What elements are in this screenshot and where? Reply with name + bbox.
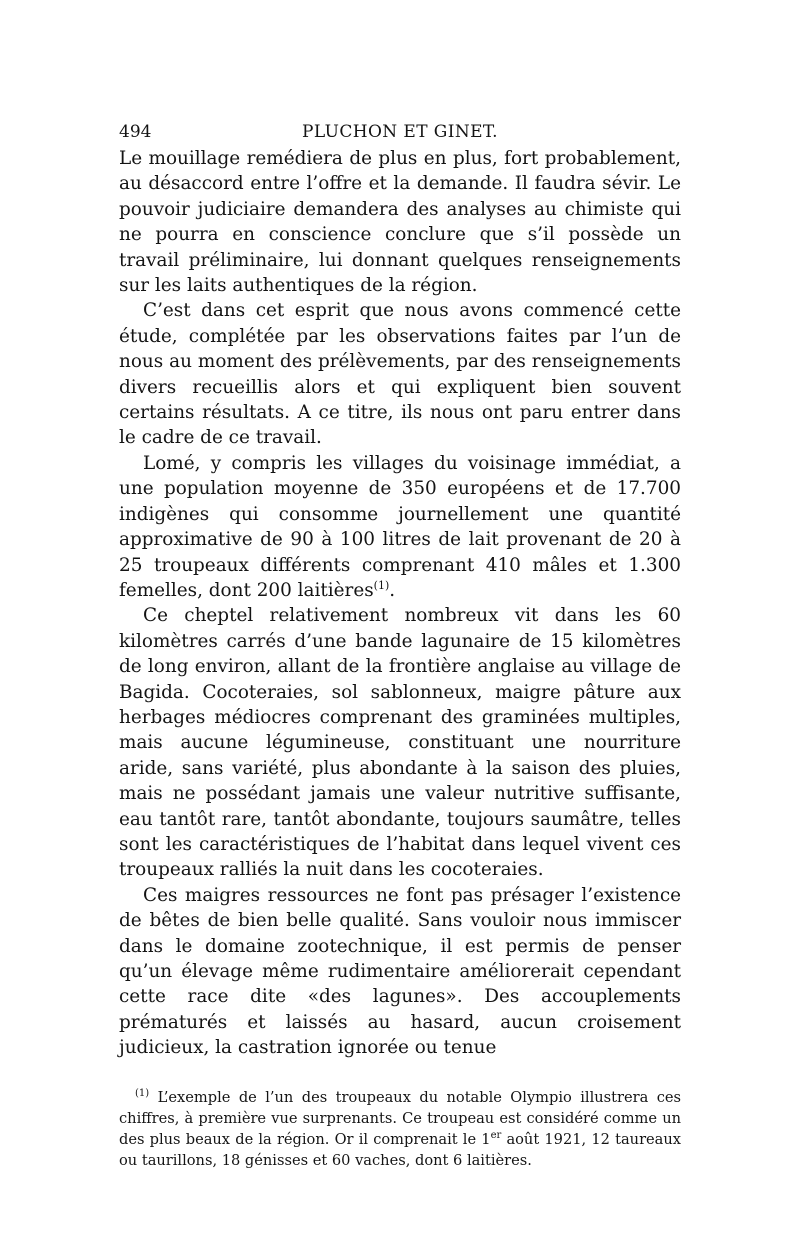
footnote-mark: (1)	[135, 1087, 150, 1099]
footnote-text-start: L’exemple de l’un des troupeaux du notable Olympio illustrera ces chiffres, à première vue surprenants. Ce troupeau est considéré comme un des plus beaux de la région. Or il comprenait le 1	[119, 1088, 681, 1148]
paragraph-5-text: Ces maigres ressources ne font pas présager l’existence de bêtes de bien belle qualité. Sans vouloir nous immiscer dans le domaine zootechnique, il est permis de penser qu’un élevage même rudimentaire améliorerait cependant cette race dite «des lagunes». Des accouplements prématurés et laissés au hasard, aucun croisement judicieux, la castration ignorée ou tenue	[119, 884, 681, 1059]
paragraph-4-text: Ce cheptel relativement nombreux vit dans les 60 kilomètres carrés d’une bande lagunaire de 15 kilomètres de long environ, allant de la frontière anglaise au village de Bagida. Cocoteraies, sol sablonneux, maigre pâture aux herbages médiocres comprenant des graminées multiples, mais aucune légumineuse, constituant une nourriture aride, sans variété, plus abondante à la saison des pluies, mais ne possédant jamais une valeur nutritive suffisante, eau tantôt rare, tantôt abondante, toujours saumâtre, telles sont les caractéristiques de l’habitat dans lequel vivent ces troupeaux ralliés la nuit dans les cocoteraies.	[119, 605, 681, 881]
book-page	[119, 118, 681, 1171]
running-title: PLUCHON ET GINET.	[302, 122, 498, 142]
footnote-superscript: er	[490, 1129, 502, 1141]
paragraph-1	[119, 146, 681, 298]
footnotes	[119, 1087, 681, 1171]
paragraph-5	[119, 883, 681, 1061]
paragraph-3-text: Lomé, y compris les villages du voisinage immédiat, a une population moyenne de 350 européens et de 17.700 indigènes qui consomme journellement une quantité approximative de 90 à 100 litres de lait provenant de 20 à 25 troupeaux différents comprenant 410 mâles et 1.300 femelles, dont 200 laitières	[119, 452, 681, 601]
footnote-text-end: août 1921, 12 taureaux ou taurillons, 18 génisses et 60 vaches, dont 6 laitières.	[119, 1130, 682, 1169]
paragraph-3	[119, 451, 681, 603]
paragraph-1-text: Le mouillage remédiera de plus en plus, fort probablement, au désaccord entre l’offre et la demande. Il faudra sévir. Le pouvoir judiciaire demandera des analyses au chimiste qui ne pourra en conscience conclure que s’il possède un travail préliminaire, lui donnant quelques renseignements sur les laits authentiques de la région.	[119, 148, 681, 297]
footnote-reference: (1)	[373, 578, 390, 592]
paragraph-2-text: C’est dans cet esprit que nous avons commencé cette étude, complétée par les observations faites par l’un de nous au moment des prélèvements, par des renseignements divers recueillis alors et qui expliquent bien souvent certains résultats. A ce titre, ils nous ont paru entrer dans le cadre de ce travail.	[119, 300, 681, 449]
footnote-1	[119, 1087, 681, 1171]
body-text	[119, 146, 681, 1061]
paragraph-4	[119, 603, 681, 882]
running-head	[119, 118, 681, 146]
paragraph-2	[119, 298, 681, 450]
page-number: 494	[119, 122, 152, 142]
paragraph-3-end: .	[389, 579, 396, 601]
